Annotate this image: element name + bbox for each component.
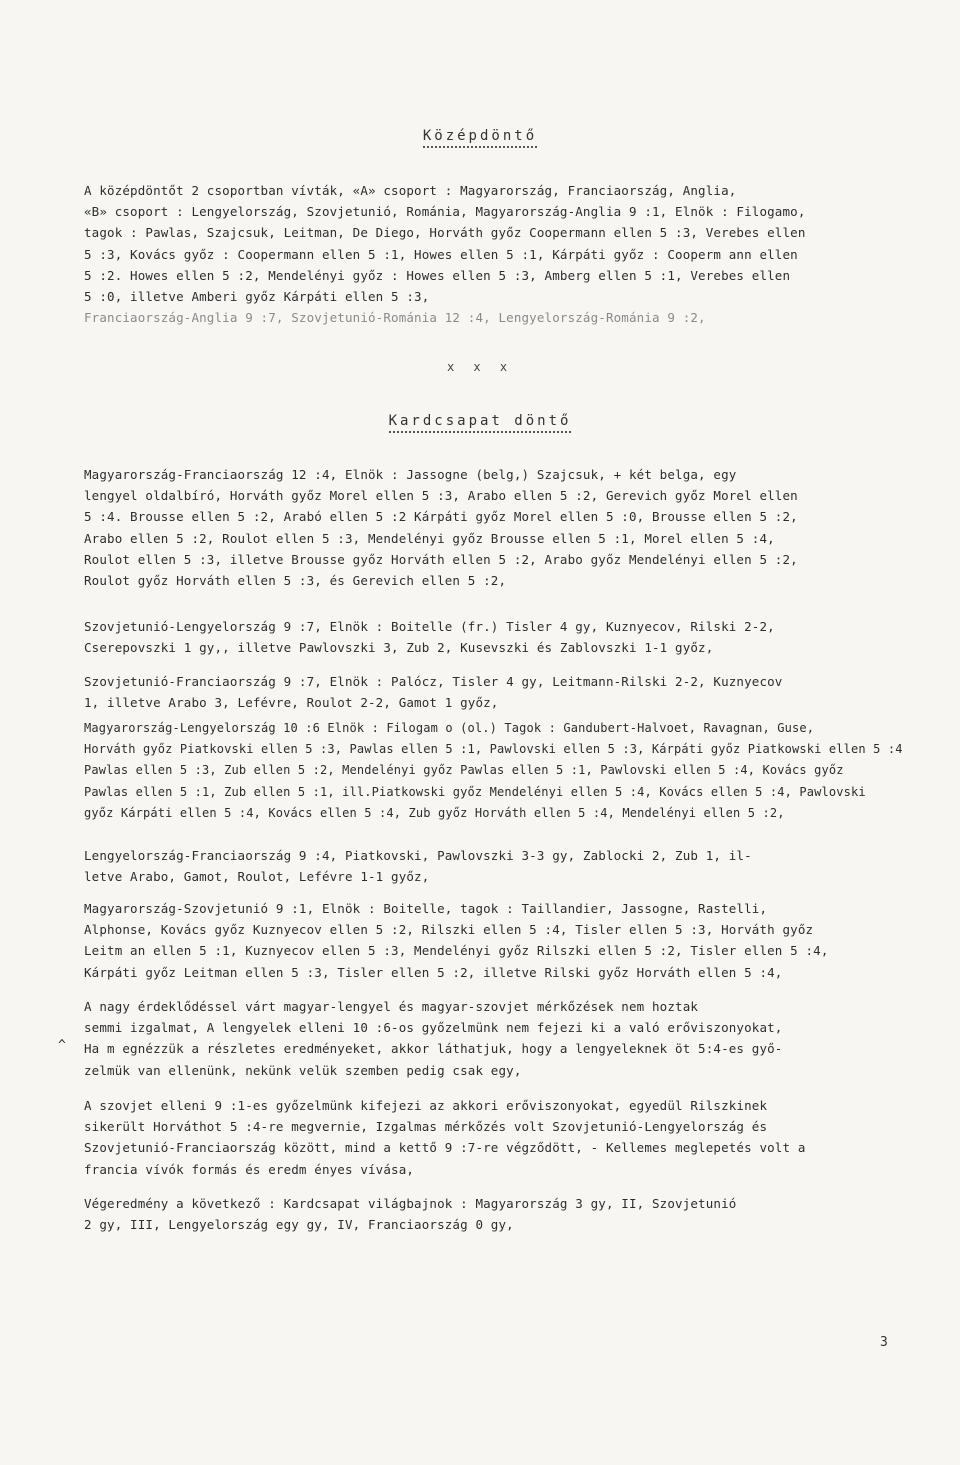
paragraph-faint-results: Franciaország-Anglia 9 :7, Szovjetunió-Románia 12 :4, Lengyelország-Románia 9 :2, <box>84 310 706 325</box>
section-title-text: Középdöntő <box>423 128 537 148</box>
page-number: 3 <box>880 1335 888 1350</box>
paragraph-urs-fra: Szovjetunió-Franciaország 9 :7, Elnök : Palócz, Tisler 4 gy, Leitmann-Rilski 2-2, Kuznyecov 1, illetve Arabo 3, Lefévre, Roulot 2-2, Gamot 1 győz, <box>84 674 783 711</box>
paragraph-hun-fra: Magyarország-Franciaország 12 :4, Elnök : Jassogne (belg,) Szajcsuk, + két belga, egy lengyel oldalbíró, Horváth győz Morel ellen 5 :3, Arabo ellen 5 :2, Gerevich győz Morel ellen 5 :4. Brousse ellen 5 :2, Arabó ellen 5 :2 Kárpáti győz Morel ellen 5 :0, Brousse ellen 5 :2, Arabo ellen 5 :2, Roulot ellen 5 :3, Mendelényi győz Brousse ellen 5 :1, Morel ellen 5 :4, Roulot ellen 5 :3, illetve Brousse győz Horváth ellen 5 :2, Arabo győz Mendelényi ellen 5 :2, Roulot győz Horváth ellen 5 :3, és Gerevich ellen 5 :2, <box>84 467 798 589</box>
paragraph-commentary-2: A szovjet elleni 9 :1-es győzelmünk kifejezi az akkori erőviszonyokat, egyedül Rilszkinek sikerült Horváthot 5 :4-re megvernie, Izgalmas mérkőzés volt Szovjetunió-Lengyelország és Szovjetunió-Franciaország között, mind a kettő 9 :7-re végződött, - Kellemes meglepetés volt a francia vívók formás és eredm ényes vívása, <box>84 1098 806 1177</box>
paragraph-urs-pol: Szovjetunió-Lengyelország 9 :7, Elnök : Boitelle (fr.) Tisler 4 gy, Kuznyecov, Rilski 2-2, Cserepovszki 1 gy,, illetve Pawlovszki 3, Zub 2, Kusevszki és Zablovszki 1-1 győz, <box>84 619 775 656</box>
paragraph-hun-urs: Magyarország-Szovjetunió 9 :1, Elnök : Boitelle, tagok : Taillandier, Jassogne, Rastelli, Alphonse, Kovács győz Kuznyecov ellen 5 :2, Rilszki ellen 5 :4, Tisler ellen 5 :3, Horváth győz Leitm an ellen 5 :1, Kuznyecov ellen 5 :3, Mendelényi győz Rilszki ellen 5 :2, Tisler ellen 5 :4, Kárpáti győz Leitman ellen 5 :3, Tisler ellen 5 :2, illetve Rilski győz Horváth ellen 5 :4, <box>84 901 829 980</box>
section-title-text: Kardcsapat döntő <box>389 413 572 433</box>
paragraph-commentary-1: A nagy érdeklődéssel várt magyar-lengyel és magyar-szovjet mérkőzések nem hoztak semmi izgalmat, A lengyelek elleni 10 :6-os győzelmünk nem fejezi ki a való erőviszonyokat, Ha m egnézzük a részletes eredményeket, akkor láthatjuk, hogy a lengyeleknek öt 5:4-es győ- zelmük van ellenünk, nekünk velük szemben pedig csak egy, <box>84 999 783 1078</box>
paragraph-pol-fra: Lengyelország-Franciaország 9 :4, Piatkovski, Pawlovszki 3-3 gy, Zablocki 2, Zub 1, il- letve Arabo, Gamot, Roulot, Lefévre 1-1 győz, <box>84 848 752 885</box>
separator: x x x <box>446 360 514 374</box>
section-title-kozepdonto <box>0 128 960 144</box>
paragraph-hun-pol: Magyarország-Lengyelország 10 :6 Elnök : Filogam o (ol.) Tagok : Gandubert-Halvoet, Ravagnan, Guse, Horváth győz Piatkovski ellen 5 :3, Pawlas ellen 5 :1, Pawlovski ellen 5 :3, Kárpáti győz Piatkowski ellen 5 :4 Pawlas ellen 5 :3, Zub ellen 5 :2, Mendelényi győz Pawlas ellen 5 :1, Pawlovski ellen 5 :4, Kovács győz Pawlas ellen 5 :1, Zub ellen 5 :1, ill.Piatkowski győz Mendelényi ellen 5 :4, Kovács ellen 5 :4, Pawlovski győz Kárpáti ellen 5 :4, Kovács ellen 5 :4, Zub győz Horváth ellen 5 :4, Mendelényi ellen 5 :2, <box>84 721 903 820</box>
section-title-kardcsapat <box>0 413 960 429</box>
margin-caret-mark: ^ <box>58 1038 66 1053</box>
paragraph-kozepdonto: A középdöntőt 2 csoportban vívták, «A» csoport : Magyarország, Franciaország, Anglia, «B» csoport : Lengyelország, Szovjetunió, Románia, Magyarország-Anglia 9 :1, Elnök : Filogamo, tagok : Pawlas, Szajcsuk, Leitman, De Diego, Horváth győz Coopermann ellen 5 :3, Verebes ellen 5 :3, Kovács győz : Coopermann ellen 5 :1, Howes ellen 5 :1, Kárpáti győz : Cooperm ann ellen 5 :2. Howes ellen 5 :2, Mendelényi győz : Howes ellen 5 :3, Amberg ellen 5 :1, Verebes ellen 5 :0, illetve Amberi győz Kárpáti ellen 5 :3, <box>84 183 806 305</box>
paragraph-final-result: Végeredmény a következő : Kardcsapat világbajnok : Magyarország 3 gy, II, Szovjetunió 2 gy, III, Lengyelország egy gy, IV, Franciaország 0 gy, <box>84 1196 737 1233</box>
